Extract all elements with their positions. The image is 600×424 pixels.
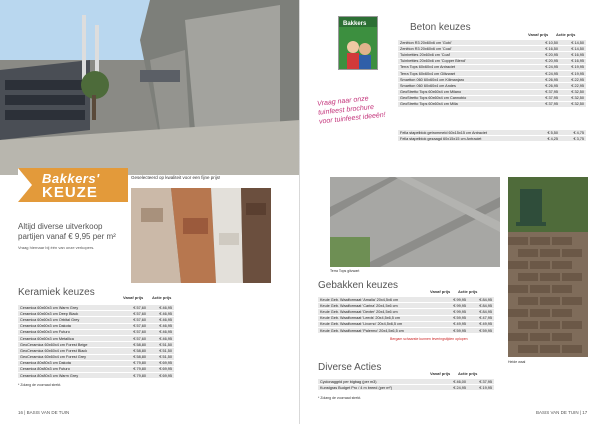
- product-name: GeoStretto Tops 60x60x4 cm Milia: [400, 102, 458, 107]
- price-action: € 47,95: [479, 316, 492, 321]
- keramiek-table: [18, 305, 174, 379]
- gebakken-table: [318, 297, 494, 334]
- price-action: € 51,50: [159, 348, 172, 353]
- price-from: € 20,95: [545, 59, 558, 64]
- price-action: € 84,95: [479, 303, 492, 308]
- price-action: € 51,50: [159, 355, 172, 360]
- product-name: Ceramica 60x60x3 cm Futuro: [20, 330, 70, 335]
- product-name: Smartton 060 60x60x4 cm Andes: [400, 83, 456, 88]
- price-action: € 84,95: [479, 297, 492, 302]
- product-name: Keule Geb. Waalformaat 'Dexter' 20x4,5x6 cm: [320, 309, 398, 314]
- logo-line2: KEUZE: [42, 184, 98, 201]
- product-name: Terra Tops 60x60x4 cm Giltzwart: [400, 71, 456, 76]
- price-from: € 57,60: [133, 311, 146, 316]
- price-from: € 16,50: [545, 46, 558, 51]
- logo-line1: Bakkers': [42, 171, 100, 186]
- tile-terrace-photo: [330, 177, 500, 267]
- table-row: [398, 136, 586, 142]
- price-action: € 22,95: [571, 77, 584, 82]
- price-from: € 57,60: [133, 330, 146, 335]
- price-action: € 32,50: [571, 96, 584, 101]
- handwritten-callout: Vraag naar onze tuinfeest brochure voor tuinfeest ideeën!: [316, 95, 387, 126]
- header-action: Actie prijs: [152, 295, 172, 300]
- price-from: € 26,95: [545, 77, 558, 82]
- product-name: Tuinbetties 20x60x6 cm 'Coal': [400, 52, 451, 57]
- price-action: € 69,95: [159, 367, 172, 372]
- price-action: € 69,95: [159, 373, 172, 378]
- price-from: € 99,95: [453, 303, 466, 308]
- acties-table: [318, 379, 494, 391]
- price-from: € 26,95: [545, 83, 558, 88]
- price-from: € 24,95: [453, 385, 466, 390]
- price-action: € 46,95: [159, 324, 172, 329]
- gebakken-title: Gebakken keuzes: [318, 280, 399, 291]
- price-action: € 32,50: [571, 102, 584, 107]
- price-from: € 24,95: [545, 71, 558, 76]
- price-action: € 46,95: [159, 311, 172, 316]
- price-from: € 59,95: [453, 316, 466, 321]
- product-name: Zenitton R3 20x60x6 cm 'Coal': [400, 46, 452, 51]
- stock-note-right: * Zolang de voorraad strekt.: [318, 396, 362, 400]
- price-action: € 59,95: [479, 328, 492, 333]
- beton-title: Beton keuzes: [410, 22, 471, 33]
- product-name: Keule Geb. Waalformaat 'Leeds' 20x4,5x6,5 cm: [320, 316, 401, 321]
- header-from: Vanaf prijs: [123, 295, 144, 300]
- product-name: GeoCeramica 60x60x4 cm Forest Beige: [20, 342, 88, 347]
- tagline: Geselecteerd op kwaliteit voor een fijne prijs!: [131, 175, 221, 180]
- price-action: € 16,95: [571, 52, 584, 57]
- product-name: Keule Geb. Waalformaat 'Livorno' 20x4,5x6,5 cm: [320, 322, 403, 327]
- price-action: € 3,75: [573, 136, 584, 141]
- keramiek-title: Keramiek keuzes: [18, 287, 95, 298]
- product-name: Ceramica 60x60x3 cm Metallica: [20, 336, 74, 341]
- product-name: Fella stapelblok getrommeld 60x15x15 cm Antraciet: [400, 130, 487, 135]
- price-from: € 57,60: [133, 317, 146, 322]
- brick-tiles-photo: [131, 188, 271, 283]
- price-from: € 59,95: [453, 328, 466, 333]
- product-name: Ceramica 60x60x3 cm Orbital Grey: [20, 317, 80, 322]
- acties-header-action: Actie prijs: [458, 371, 478, 376]
- price-action: € 49,95: [479, 322, 492, 327]
- acties-header-from: Vanaf prijs: [430, 371, 451, 376]
- product-name: Ceramica 80x80x3 cm Futuro: [20, 367, 70, 372]
- svg-text:Bakkers: Bakkers: [343, 21, 367, 27]
- product-name: Ceramica 80x80x3 cm Dakota: [20, 361, 71, 366]
- brochure-cover: [338, 16, 378, 70]
- price-action: € 22,95: [571, 83, 584, 88]
- product-name: Ceramica 60x60x3 cm Deep Black: [20, 311, 79, 316]
- gebakken-header-action: Actie prijs: [458, 289, 478, 294]
- price-action: € 51,50: [159, 342, 172, 347]
- price-action: € 46,95: [159, 336, 172, 341]
- table-row: [18, 373, 174, 379]
- price-from: € 57,60: [133, 305, 146, 310]
- price-from: € 58,80: [133, 355, 146, 360]
- sale-promo-sub: Vraag hiernaar bij één van onze verkopers.: [18, 245, 95, 250]
- price-action: € 32,50: [571, 90, 584, 95]
- price-from: € 58,80: [133, 348, 146, 353]
- price-from: € 57,60: [133, 336, 146, 341]
- price-action: € 19,95: [571, 65, 584, 70]
- price-from: € 20,95: [545, 52, 558, 57]
- product-name: Ceramica 60x60x3 cm Dakota: [20, 324, 71, 329]
- price-action: € 14,50: [571, 40, 584, 45]
- showroom-photo: [0, 0, 300, 175]
- product-name: Smartton 060 60x60x4 cm Kilimanjaro: [400, 77, 465, 82]
- price-from: € 37,95: [545, 96, 558, 101]
- right-page: [300, 0, 600, 424]
- price-from: € 46,00: [453, 379, 466, 384]
- product-name: GeoCeramica 60x60x4 cm Forest Black: [20, 348, 88, 353]
- tile-photo-caption: Terra Tops gitzwart: [330, 269, 360, 273]
- product-name: Ceramica 60x60x3 cm Warm Grey: [20, 305, 79, 310]
- price-from: € 4,25: [547, 136, 558, 141]
- product-name: Terra Tops 60x60x4 cm Antraciet: [400, 65, 456, 70]
- price-action: € 84,95: [479, 309, 492, 314]
- product-name: Keule Geb. Waalformaat 'Carina' 20x4,5x6 cm: [320, 303, 398, 308]
- price-from: € 37,95: [545, 102, 558, 107]
- bench-wall-photo: [508, 177, 588, 357]
- price-action: € 37,95: [479, 379, 492, 384]
- beton-header-from: Vanaf prijs: [528, 32, 549, 37]
- price-from: € 58,80: [133, 342, 146, 347]
- product-name: Keule Geb. Waalformaat 'Amalia' 20x4,5x6 cm: [320, 297, 399, 302]
- price-from: € 37,95: [545, 90, 558, 95]
- product-name: Tuinbetties 20x60x6 cm 'Copper Blend': [400, 59, 466, 64]
- price-from: € 99,95: [453, 297, 466, 302]
- price-action: € 4,75: [573, 130, 584, 135]
- price-action: € 16,95: [571, 59, 584, 64]
- page-footer-right: BASIS VAN DE TUIN | 17: [536, 410, 588, 415]
- product-name: Keule Geb. Waalformaat 'Palermo' 20x4,5x6,5 cm: [320, 328, 404, 333]
- price-action: € 19,95: [479, 385, 492, 390]
- wall-photo-caption: Heide waal: [508, 360, 526, 364]
- price-from: € 10,50: [545, 40, 558, 45]
- price-from: € 49,95: [453, 322, 466, 327]
- gebakken-header-from: Vanaf prijs: [430, 289, 451, 294]
- page-footer-left: 16 | BASIS VAN DE TUIN: [18, 410, 70, 415]
- stock-note: * Zolang de voorraad strekt.: [18, 383, 62, 387]
- table-row: [318, 328, 494, 334]
- table-row: [318, 385, 494, 391]
- product-name: GeoStretto Tops 60x60x4 cm Cannobio: [400, 96, 467, 101]
- product-name: GeoStretto Tops 60x60x4 cm Milano: [400, 90, 462, 95]
- price-action: € 69,95: [159, 361, 172, 366]
- product-name: Kunstgras Budget Pro / 4 m breed (per m²): [320, 385, 392, 390]
- product-name: Zenitton R3 20x60x6 cm 'Gobi': [400, 40, 452, 45]
- price-action: € 46,95: [159, 317, 172, 322]
- product-name: Ceramica 80x80x3 cm Warm Grey: [20, 373, 79, 378]
- price-from: € 57,60: [133, 324, 146, 329]
- price-action: € 46,95: [159, 330, 172, 335]
- supply-note: Bergam schaarste kunnen leveringstijden oplopen: [390, 337, 468, 341]
- product-name: Fella stapelblok gezaagd 60x15x15 cm Antraciet: [400, 136, 482, 141]
- sale-promo: Altijd diverse uitverkoop partijen vanaf € 9,95 per m²: [18, 222, 116, 241]
- price-action: € 46,95: [159, 305, 172, 310]
- price-from: € 5,50: [547, 130, 558, 135]
- table-row: [398, 102, 586, 108]
- acties-title: Diverse Acties: [318, 362, 382, 373]
- price-from: € 24,95: [545, 65, 558, 70]
- beton-extra-table: [398, 130, 586, 142]
- product-name: Cyclonaggrid per bigbag (per m3): [320, 379, 377, 384]
- beton-header-action: Actie prijs: [556, 32, 576, 37]
- price-from: € 99,95: [453, 309, 466, 314]
- beton-table: [398, 40, 586, 108]
- product-name: GeoCeramica 60x60x4 cm Forest Grey: [20, 355, 87, 360]
- bakkers-keuze-logo: [18, 168, 128, 202]
- price-from: € 79,80: [133, 367, 146, 372]
- price-action: € 14,50: [571, 46, 584, 51]
- price-from: € 79,80: [133, 361, 146, 366]
- price-from: € 79,80: [133, 373, 146, 378]
- price-action: € 19,95: [571, 71, 584, 76]
